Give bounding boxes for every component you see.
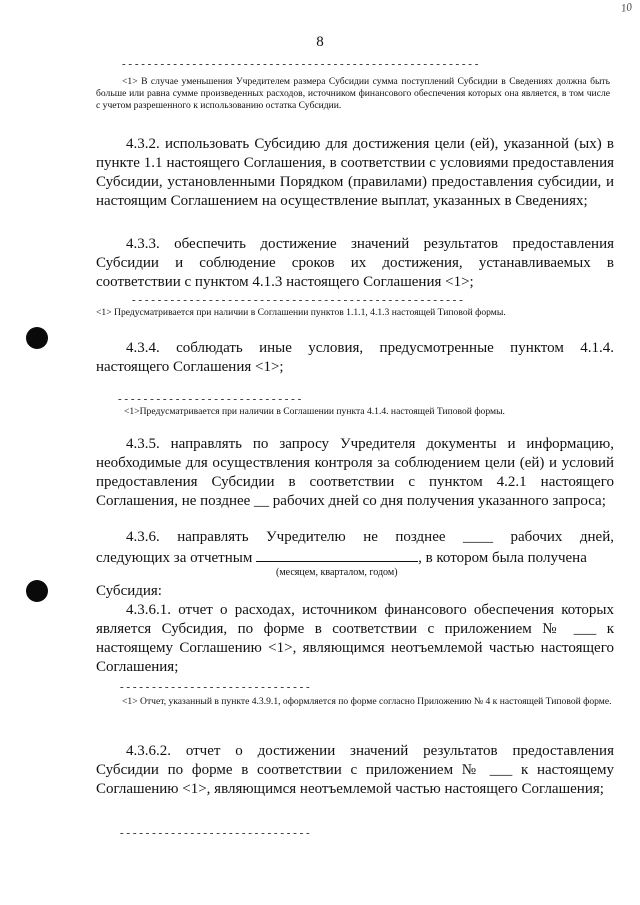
paragraph-4-3-2: 4.3.2. использовать Субсидию для достижения цели (ей), указанной (ых) в пункте 1.1 настоящего Соглашения, в соответствии с условиями предоставления Субсидии, установленными Порядком (правилами) предоставления субсидии, и настоящим Соглашением на осуществление выплат, указанных в Сведениях;: [96, 136, 614, 209]
paragraph-4-3-3: 4.3.3. обеспечить достижение значений результатов предоставления Субсидии и соблюдение сроков их достижения, устанавливаемых в соответствии с пунктом 4.1.3 настоящего Соглашения <1>;: [96, 236, 614, 290]
paragraph-4-3-6: 4.3.6. направлять Учредителю не позднее ____ рабочих дней,: [126, 529, 614, 545]
footnote-separator: - - - - - - - - - - - - - - - - - - - - - - - - - - - - - -: [120, 681, 310, 693]
blank-line: [256, 547, 418, 562]
paragraph-4-3-6-1: 4.3.6.1. отчет о расходах, источником финансового обеспечения которых является Субсидия, по форме в соответствии с приложением № ___ к настоящему Соглашению <1>, являющимся неотъемлемой частью настоящего Соглашения;: [96, 602, 614, 675]
paragraph-4-3-4: 4.3.4. соблюдать иные условия, предусмотренные пунктом 4.1.4. настоящего Соглашения <1>;: [96, 340, 614, 375]
paragraph-4-3-5: 4.3.5. направлять по запросу Учредителя документы и информацию, необходимые для осуществления контроля за соблюдением цели (ей) и условий предоставления Субсидии в соответствии с пунктом 4.2.1 настоящего Соглашения, не позднее __ рабочих дней со дня получения указанного запроса;: [96, 436, 614, 509]
paragraph-4-3-6-2: 4.3.6.2. отчет о достижении значений результатов предоставления Субсидии по форме в соответствии с приложением № ___ к настоящему Соглашению <1>, являющимся неотъемлемой частью настоящего Соглашения;: [96, 743, 614, 797]
footnote-separator: - - - - - - - - - - - - - - - - - - - - - - - - - - - - - - - - - - - - - - - - - - - - - - - - - - - - - - - -: [122, 58, 479, 70]
text-fragment: , в котором была получена: [418, 550, 587, 566]
paragraph-4-3-6-continuation: Субсидия:: [96, 583, 162, 599]
binder-hole-top: [26, 327, 48, 349]
text-fragment: следующих за отчетным: [96, 550, 253, 566]
footnote: <1>Предусматривается при наличии в Соглашении пункта 4.1.4. настоящей Типовой формы.: [124, 406, 505, 417]
binder-hole-bottom: [26, 580, 48, 602]
footnote: <1> Предусматривается при наличии в Соглашении пунктов 1.1.1, 4.1.3 настоящей Типовой формы.: [96, 307, 506, 318]
paragraph-4-3-6-line-2: [96, 547, 587, 568]
field-hint: (месяцем, кварталом, годом): [276, 567, 398, 578]
footnote-separator: - - - - - - - - - - - - - - - - - - - - - - - - - - - - - -: [120, 827, 310, 839]
footnote: <1> Отчет, указанный в пункте 4.3.9.1, оформляется по форме согласно Приложению № 4 к настоящей Типовой форме.: [122, 696, 612, 707]
footnote-separator: - - - - - - - - - - - - - - - - - - - - - - - - - - - - -: [118, 393, 302, 405]
footnote-separator: - - - - - - - - - - - - - - - - - - - - - - - - - - - - - - - - - - - - - - - - - - - - - - - - - - - -: [132, 294, 463, 306]
page-number: 8: [316, 34, 324, 50]
handwritten-page-mark: 10: [620, 1, 633, 15]
footnote: <1> В случае уменьшения Учредителем размера Субсидии сумма поступлений Субсидии в Сведениях должна быть больше или равна сумме произведенных расходов, источником финансового обеспечения которых она является, в том числе с учетом разрешенного к использованию остатка Субсидии.: [96, 76, 610, 111]
